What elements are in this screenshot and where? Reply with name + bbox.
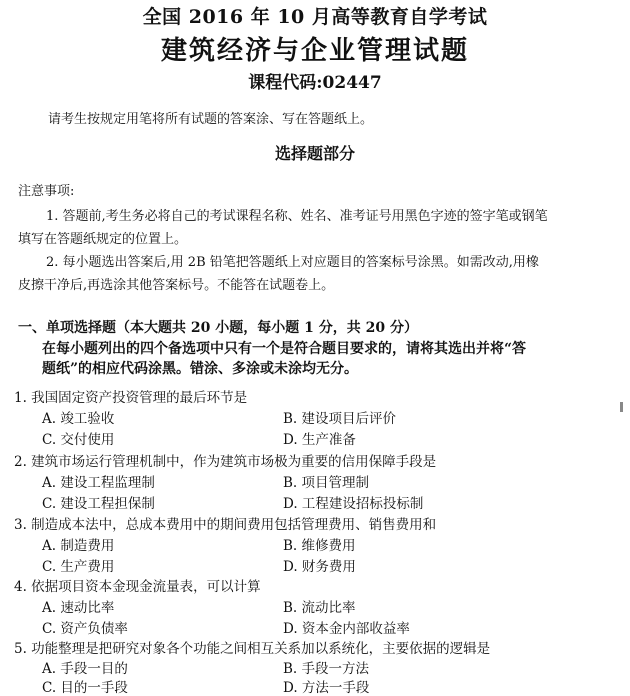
question-stem: 4. 依据项目资本金现金流量表，可以计算 (14, 579, 261, 595)
option-b: B. 维修费用 (283, 538, 356, 554)
option-d: D. 工程建设招标投标制 (283, 496, 424, 512)
question-stem: 1. 我国固定资产投资管理的最后环节是 (14, 390, 248, 406)
part1-desc-line1: 在每小题列出的四个备选项中只有一个是符合题目要求的，请将其选出并将“答 (42, 341, 527, 357)
course-code: 课程代码:02447 (248, 73, 382, 93)
option-d: D. 生产准备 (283, 432, 356, 448)
notice-item1-line2: 填写在答题纸规定的位置上。 (18, 232, 188, 247)
option-a: A. 竣工验收 (42, 411, 115, 427)
part1-desc-line2: 题纸”的相应代码涂黑。错涂、多涂或未涂均无分。 (42, 361, 359, 377)
option-a: A. 建设工程监理制 (42, 475, 155, 491)
option-c: C. 资产负债率 (42, 621, 128, 637)
exam-title: 全国 2016 年 10 月高等教育自学考试 (142, 6, 488, 28)
option-d: D. 财务费用 (283, 559, 356, 575)
option-b: B. 手段一方法 (283, 661, 370, 677)
option-d: D. 方法一手段 (283, 680, 370, 696)
notice-item1-line1: 1. 答题前,考生务必将自己的考试课程名称、姓名、准考证号用黑色字迹的签字笔或钢笔 (46, 209, 548, 224)
option-b: B. 流动比率 (283, 600, 356, 616)
notice-heading: 注意事项: (18, 184, 75, 199)
option-a: A. 手段一目的 (42, 661, 128, 677)
part1-heading: 一、单项选择题（本大题共 20 小题，每小题 1 分，共 20 分） (18, 320, 418, 336)
option-c: C. 生产费用 (42, 559, 115, 575)
option-a: A. 制造费用 (42, 538, 115, 554)
question-stem: 2. 建筑市场运行管理机制中，作为建筑市场极为重要的信用保障手段是 (14, 454, 437, 470)
option-c: C. 交付使用 (42, 432, 115, 448)
scan-mark (620, 402, 623, 412)
notice-item2-line1: 2. 每小题选出答案后,用 2B 铅笔把答题纸上对应题目的答案标号涂黑。如需改动,用橡 (46, 255, 539, 270)
notice-item2-line2: 皮擦干净后,再选涂其他答案标号。不能答在试题卷上。 (18, 278, 335, 293)
option-b: B. 项目管理制 (283, 475, 370, 491)
subject-title: 建筑经济与企业管理试题 (160, 36, 469, 66)
option-d: D. 资本金内部收益率 (283, 621, 410, 637)
option-c: C. 建设工程担保制 (42, 496, 155, 512)
question-stem: 5. 功能整理是把研究对象各个功能之间相互关系加以系统化，主要依据的逻辑是 (14, 641, 491, 657)
option-b: B. 建设项目后评价 (283, 411, 397, 427)
question-stem: 3. 制造成本法中，总成本费用中的期间费用包括管理费用、销售费用和 (14, 517, 437, 533)
answer-instruction: 请考生按规定用笔将所有试题的答案涂、写在答题纸上。 (48, 112, 374, 127)
section-title: 选择题部分 (274, 144, 355, 163)
option-c: C. 目的一手段 (42, 680, 128, 696)
option-a: A. 速动比率 (42, 600, 115, 616)
